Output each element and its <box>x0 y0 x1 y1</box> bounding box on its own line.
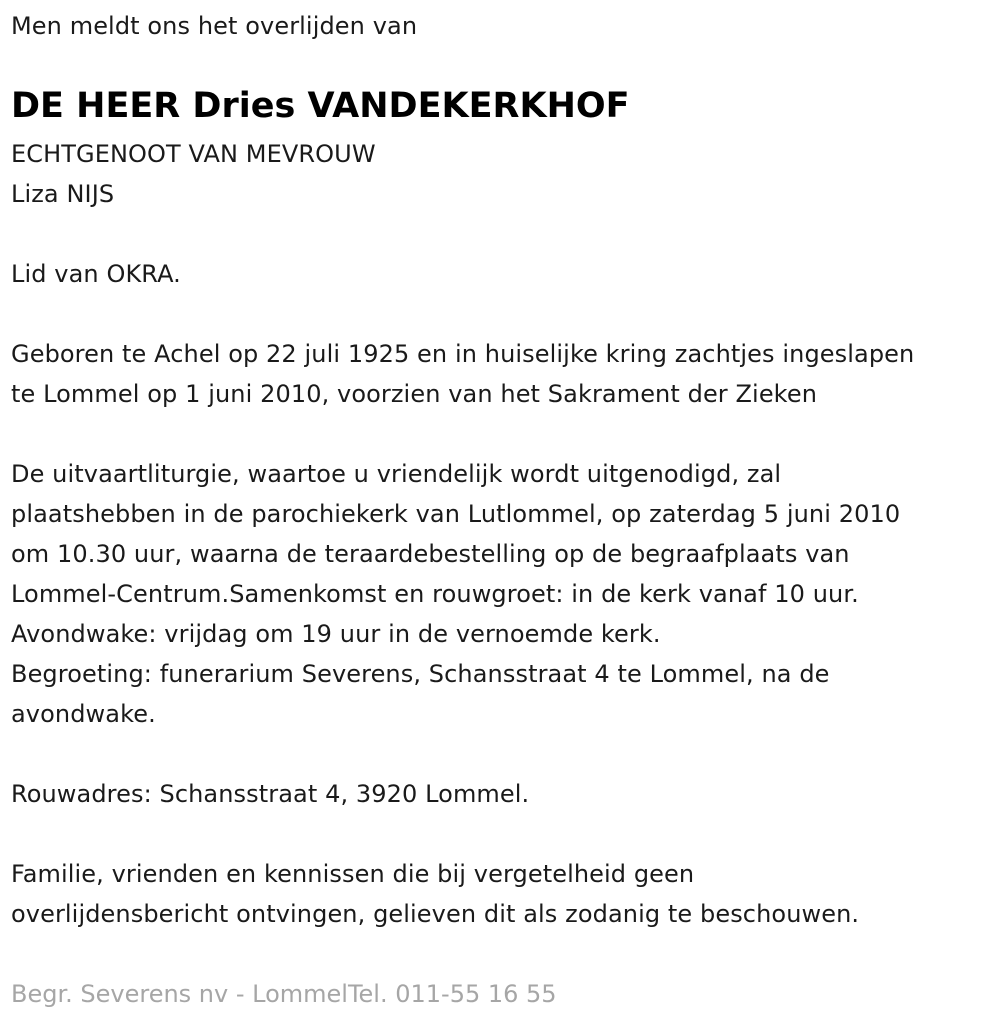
intro-text: Men meldt ons het overlijden van <box>11 12 418 40</box>
family-note-line: overlijdensbericht ontvingen, gelieven dit als zodanig te beschouwen. <box>11 900 860 928</box>
birth-death-block <box>11 334 914 414</box>
funeral-details-block <box>11 454 900 734</box>
birth-death-line: te Lommel op 1 juni 2010, voorzien van het Sakrament der Zieken <box>11 380 817 408</box>
deceased-name-title: DE HEER Dries VANDEKERKHOF <box>11 86 630 126</box>
mourning-address: Rouwadres: Schansstraat 4, 3920 Lommel. <box>11 780 530 808</box>
membership-text: Lid van OKRA. <box>11 260 181 288</box>
greeting-line: avondwake. <box>11 700 156 728</box>
membership-block <box>11 254 181 294</box>
greeting-line: Begroeting: funerarium Severens, Schansstraat 4 te Lommel, na de <box>11 660 830 688</box>
family-note-line: Familie, vrienden en kennissen die bij vergetelheid geen <box>11 860 695 888</box>
funeral-line: Lommel-Centrum.Samenkomst en rouwgroet: in de kerk vanaf 10 uur. <box>11 580 859 608</box>
family-note-block <box>11 854 859 934</box>
funeral-line: De uitvaartliturgie, waartoe u vriendelijk wordt uitgenodigd, zal <box>11 460 782 488</box>
wake-line: Avondwake: vrijdag om 19 uur in de vernoemde kerk. <box>11 620 661 648</box>
mourning-address-block <box>11 774 529 814</box>
spouse-name: Liza NIJS <box>11 180 115 208</box>
spouse-label: ECHTGENOOT VAN MEVROUW <box>11 140 376 168</box>
funeral-line: plaatshebben in de parochiekerk van Lutlommel, op zaterdag 5 juni 2010 <box>11 500 901 528</box>
funeral-home-footer: Begr. Severens nv - LommelTel. 011-55 16 55 <box>11 980 557 1008</box>
spouse-block <box>11 134 376 214</box>
birth-death-line: Geboren te Achel op 22 juli 1925 en in huiselijke kring zachtjes ingeslapen <box>11 340 915 368</box>
funeral-line: om 10.30 uur, waarna de teraardebestelling op de begraafplaats van <box>11 540 850 568</box>
